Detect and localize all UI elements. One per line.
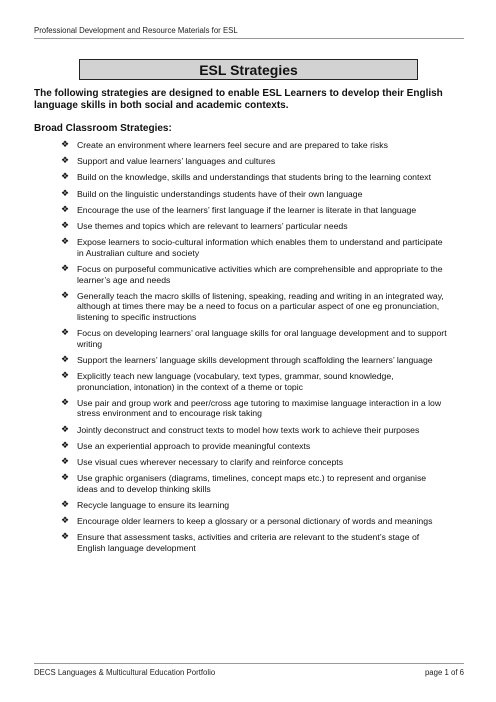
list-item-text: Focus on purposeful communicative activities which are comprehensible and appropriate to the learner’s age and needs	[77, 263, 443, 285]
list-item	[60, 328, 448, 349]
header-text: Professional Development and Resource Materials for ESL	[34, 26, 238, 35]
list-item	[60, 221, 448, 232]
document-title-box	[79, 59, 418, 80]
diamond-bullet-icon: ❖	[61, 220, 70, 231]
list-item-text: Build on the linguistic understandings students have of their own language	[77, 188, 363, 199]
list-item-text: Recycle language to ensure its learning	[77, 499, 230, 510]
diamond-bullet-icon: ❖	[61, 424, 70, 435]
list-item-text: Explicitly teach new language (vocabulary, text types, grammar, sound knowledge, pronunciation, intonation) in the context of a theme or topic	[77, 371, 394, 392]
document-title: ESL Strategies	[199, 61, 298, 78]
list-item-text: Encourage the use of the learners’ first language if the learner is literate in that language	[77, 204, 417, 215]
list-item-text: Expose learners to socio-cultural information which enables them to understand and participate in Australian culture and society	[77, 237, 443, 258]
diamond-bullet-icon: ❖	[61, 397, 70, 408]
list-item	[60, 140, 448, 151]
footer-page-number: page 1 of 6	[424, 668, 464, 677]
list-item-text: Encourage older learners to keep a glossary or a personal dictionary of words and meanings	[77, 516, 433, 527]
list-item	[60, 291, 448, 323]
footer-left: DECS Languages & Multicultural Education Portfolio	[34, 668, 216, 677]
diamond-bullet-icon: ❖	[61, 532, 70, 543]
list-item-text: Ensure that assessment tasks, activities and criteria are relevant to the student’s stage of English language development	[77, 532, 420, 553]
list-item-text: Generally teach the macro skills of listening, speaking, reading and writing in an integrated way, although at times there may be a need to focus on a particular aspect of one eg pronunciation, listening to specific instructions	[77, 290, 444, 322]
list-item	[60, 355, 448, 366]
diamond-bullet-icon: ❖	[61, 237, 70, 248]
list-item	[60, 457, 448, 468]
strategy-list	[60, 140, 448, 559]
diamond-bullet-icon: ❖	[61, 172, 70, 183]
diamond-bullet-icon: ❖	[61, 328, 70, 339]
list-item	[60, 532, 448, 553]
list-item-text: Jointly deconstruct and construct texts to model how texts work to achieve their purposes	[77, 424, 420, 435]
list-item	[60, 172, 448, 183]
list-item-text: Use themes and topics which are relevant to learners’ particular needs	[77, 220, 348, 231]
diamond-bullet-icon: ❖	[61, 516, 70, 527]
diamond-bullet-icon: ❖	[61, 499, 70, 510]
page-footer	[34, 663, 464, 677]
diamond-bullet-icon: ❖	[61, 156, 70, 167]
list-item	[60, 189, 448, 200]
list-item-text: Focus on developing learners’ oral language skills for oral language development and to support writing	[77, 328, 447, 349]
list-item-text: Support the learners’ language skills development through scaffolding the learners’ language	[77, 354, 433, 365]
list-item-text: Use visual cues wherever necessary to clarify and reinforce concepts	[77, 456, 344, 467]
section-heading: Broad Classroom Strategies:	[34, 123, 172, 134]
list-item	[60, 398, 448, 419]
diamond-bullet-icon: ❖	[61, 204, 70, 215]
list-item	[60, 473, 448, 494]
diamond-bullet-icon: ❖	[61, 371, 70, 382]
list-item	[60, 264, 448, 285]
diamond-bullet-icon: ❖	[61, 354, 70, 365]
list-item	[60, 425, 448, 436]
diamond-bullet-icon: ❖	[61, 440, 70, 451]
diamond-bullet-icon: ❖	[61, 188, 70, 199]
list-item-text: Use graphic organisers (diagrams, timelines, concept maps etc.) to represent and organise ideas and to develop thinking skills	[77, 473, 427, 494]
diamond-bullet-icon: ❖	[61, 140, 70, 150]
list-item	[60, 441, 448, 452]
list-item	[60, 500, 448, 511]
list-item	[60, 156, 448, 167]
list-item	[60, 516, 448, 527]
intro-paragraph: The following strategies are designed to enable ESL Learners to develop their English language skills in both social and academic contexts.	[34, 88, 443, 111]
diamond-bullet-icon: ❖	[61, 290, 70, 301]
list-item	[60, 205, 448, 216]
list-item	[60, 237, 448, 258]
list-item-text: Use pair and group work and peer/cross age tutoring to maximise language interaction in a low stress environment and to encourage risk taking	[77, 397, 442, 419]
diamond-bullet-icon: ❖	[61, 473, 70, 484]
list-item-text: Build on the knowledge, skills and understandings that students bring to the learning context	[77, 172, 432, 183]
list-item-text: Create an environment where learners feel secure and are prepared to take risks	[77, 140, 388, 150]
diamond-bullet-icon: ❖	[61, 263, 70, 274]
list-item-text: Support and value learners’ languages and cultures	[77, 156, 276, 167]
list-item	[60, 371, 448, 392]
diamond-bullet-icon: ❖	[61, 456, 70, 467]
page-header	[34, 26, 464, 39]
list-item-text: Use an experiential approach to provide meaningful contexts	[77, 440, 311, 451]
